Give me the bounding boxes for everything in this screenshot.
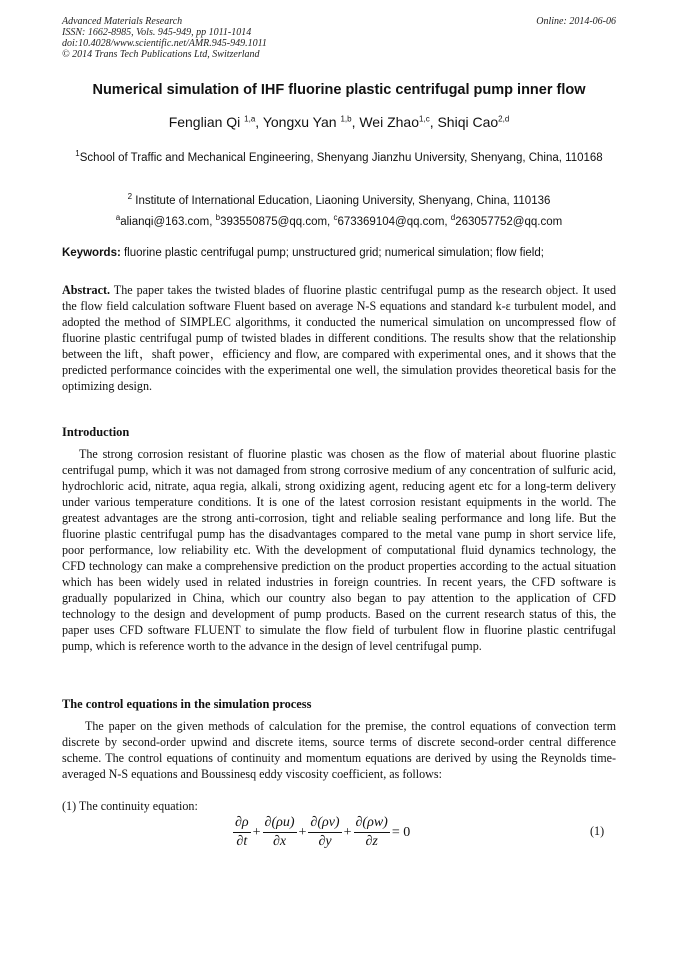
email-sup: a [115, 213, 121, 223]
author-name: Shiqi Cao [437, 114, 499, 130]
author-list: Fenglian Qi $^{1,a}$, Yongxu Yan $^{1,b}$, Wei Zhao$^{1,c}$, Shiqi Cao$^{2,d}$ [168, 114, 510, 130]
email-sup: c [333, 213, 338, 223]
eq-numerator: ∂ρ [233, 814, 251, 833]
control-equations-paragraph: The paper on the given methods of calculation for the premise, the control equations of convection term discrete by second-order upwind and discrete items, source terms of discrete second-order central difference scheme. The control equations of continuity and momentum equations are derived by using the Reynolds time-averaged N-S equations and Boussinesq eddy viscosity coefficient, as follows: [62, 719, 616, 781]
eq-term [263, 814, 297, 851]
continuity-label: (1) The continuity equation: [62, 799, 198, 813]
affiliation-text: School of Traffic and Mechanical Engineering, Shenyang Jianzhu University, Shenyang, China, 110168 [79, 152, 603, 164]
abstract-text: The paper takes the twisted blades of fluorine plastic centrifugal pump as the research object. It used the flow field calculation software Fluent based on average N-S equations and standard k-ε turbulent model, and adopted the method of SIMPLEC algorithms, it conducted the numerical simulation on uncompressed flow of fluorine plastic centrifugal pump of twisted blades in different conditions. The results show that the relationship between the lift，shaft power，efficiency and flow, are compared with experimental ones, and it shows that the predicted performance coincides with the experimental one well, the simulation provides theoretical basis for the optimizing design. [62, 283, 616, 393]
author-name: Wei Zhao [359, 114, 420, 130]
eq-term [354, 814, 390, 851]
keywords-label: Keywords: [62, 247, 121, 259]
author-sup: 1,b [340, 114, 352, 124]
eq-equals: = 0 [391, 824, 411, 840]
paper-title: Numerical simulation of IHF fluorine plastic centrifugal pump inner flow [92, 82, 586, 98]
eq-denominator: ∂x [272, 834, 287, 849]
introduction-paragraph: The strong corrosion resistant of fluorine plastic was chosen as the flow of material about fluorine plastic centrifugal pump, which it was not damaged from strong corrosive medium of any concentration of sulfuric acid, hydrochloric acid, nitrate, aqua regia, alkali, strong oxidizing agent, reducing agent etc for a long-term delivery under various temperature conditions. It is one of the latest corrosion resistant equipments in the world. The greatest advantages are the strong anti-corrosion, tight and reliable sealing performance and long life. But the fluorine plastic centrifugal pump has the disadvantages compared to the metal vane pump in short service life, poor performance, low reliability etc. With the development of computational fluid dynamics technology, the CFD technology can make a comprehensive prediction on the product properties according to the actual situation which has been widely used in related industries in foreign countries. In recent years, the CFD software is gradually popularized in China, which our country also began to pay attention to the application of CFD technology to the design and development of pump products. Based on the current research status of this, the paper uses CFD software FLUENT to simulate the flow field of turbulent flow in fluorine plastic centrifugal pump, which is reference worth to the advance in the design of level centrifugal pump. [62, 447, 616, 653]
abstract-label: Abstract. [62, 283, 111, 297]
journal-header [62, 16, 267, 60]
email-list [0, 213, 678, 228]
eq-plus: + [252, 824, 261, 840]
copyright-line: © 2014 Trans Tech Publications Ltd, Switzerland [62, 49, 260, 60]
eq-plus: + [298, 824, 307, 840]
affiliation-1 [62, 150, 616, 167]
author-name: Yongxu Yan [262, 114, 341, 130]
eq-denominator: ∂y [318, 834, 332, 849]
equation-number: (1) [590, 824, 605, 838]
eq-term [308, 814, 341, 851]
affiliation-sup: 1 [75, 149, 80, 159]
keywords-text: fluorine plastic centrifugal pump; unstructured grid; numerical simulation; flow field; [120, 247, 544, 259]
author-sup: 1,c [419, 114, 430, 124]
eq-term [233, 814, 251, 851]
affiliation-text: Institute of International Education, Liaoning University, Shenyang, China, 110136 [132, 195, 551, 207]
introduction-heading: Introduction [62, 425, 130, 439]
email-sup: b [215, 213, 221, 223]
issn-line: ISSN: 1662-8985, Vols. 945-949, pp 1011-1014 [62, 27, 252, 38]
author-sup: 1,a [244, 114, 256, 124]
email-sup: d [450, 213, 456, 223]
email-address: 673369104@qq.com, [337, 216, 451, 228]
affiliation-sup: 2 [127, 192, 133, 202]
journal-name: Advanced Materials Research [62, 16, 183, 27]
email-address: alianqi@163.com, [120, 216, 216, 228]
affiliation-2 [62, 193, 616, 210]
eq-plus: + [343, 824, 352, 840]
online-date: Online: 2014-06-06 [536, 16, 616, 27]
email-address: 263057752@qq.com [455, 216, 563, 228]
keywords [62, 247, 616, 259]
email-address: 393550875@qq.com, [220, 216, 334, 228]
eq-denominator: ∂z [365, 834, 378, 849]
control-equations-heading: The control equations in the simulation process [62, 697, 312, 711]
abstract [62, 282, 616, 394]
eq-numerator: ∂(ρw) [354, 814, 390, 833]
continuity-equation [232, 814, 411, 851]
author-name: Fenglian Qi [168, 114, 245, 130]
eq-numerator: ∂(ρu) [263, 814, 297, 833]
author-sup: 2,d [498, 114, 510, 124]
doi-line: doi:10.4028/www.scientific.net/AMR.945-949.1011 [62, 38, 267, 49]
eq-denominator: ∂t [236, 834, 248, 849]
eq-numerator: ∂(ρv) [308, 814, 341, 833]
